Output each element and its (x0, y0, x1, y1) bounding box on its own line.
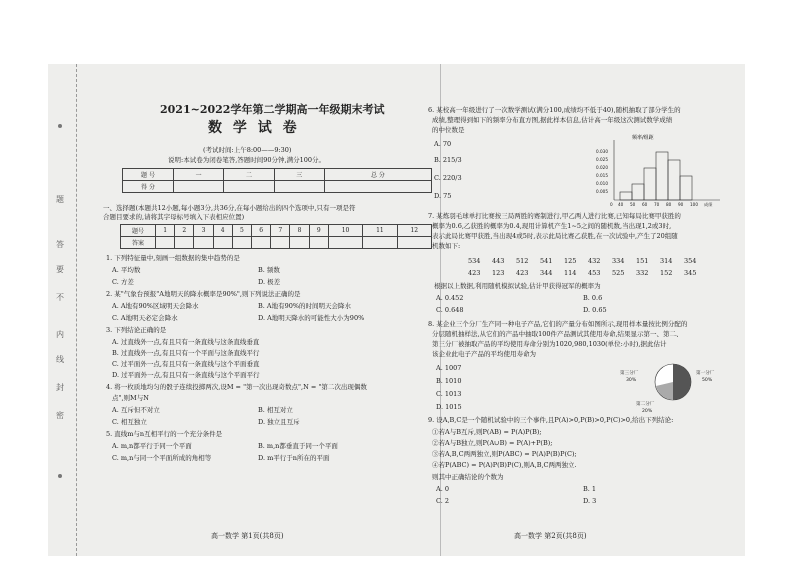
q5-option: C. m,n与同一个平面所成的角相等 (112, 454, 212, 462)
answer-cell (328, 237, 362, 249)
q7-option: D. 0.65 (583, 306, 607, 314)
q3-option: C. 过平面外一点,有且只有一条直线与这个平面垂直 (112, 360, 260, 368)
q9-stem: 9. 设A,B,C是一个随机试验中的三个事件,且P(A)>0,P(B)>0,P(C)>0,给出下列结论: (428, 416, 674, 424)
subject-title: 数 学 试 卷 (208, 120, 300, 136)
answer-cell (156, 237, 175, 249)
q1-option: A. 平均数 (112, 266, 141, 274)
random-number: 354 (684, 257, 697, 265)
hist-bar (644, 168, 656, 200)
score-header: 题 号 (123, 169, 174, 181)
hist-xtick: 50 (630, 202, 636, 207)
random-number: 123 (492, 269, 505, 277)
exam-title: 2021~2022学年第二学期高一年级期末考试 (160, 103, 385, 116)
exam-time: (考试时间:上午8:00——9:30) (203, 146, 292, 154)
hist-ytick: 0.025 (596, 157, 608, 162)
q8-stem: 第三分厂被抽取产品的平均使用寿命分别为1020,980,1030(单位:小时),据此估计 (432, 340, 667, 348)
q6-stem: 的中位数是 (432, 126, 465, 134)
q8-option: B. 1010 (436, 377, 462, 385)
q2-option: C. A地明天必定会降水 (112, 314, 178, 322)
hist-ytick: 0.030 (596, 149, 608, 154)
answer-num: 10 (328, 225, 362, 237)
score-table (122, 168, 432, 193)
q7-option: A. 0.452 (436, 294, 464, 302)
answer-cell (271, 237, 290, 249)
q6-option: A. 70 (434, 140, 452, 148)
hist-bar (680, 176, 692, 200)
q9-option: B. 1 (583, 485, 597, 493)
random-number: 512 (516, 257, 529, 265)
q1-option: B. 频数 (258, 266, 280, 274)
q5-option: D. m平行于n所在的平面 (258, 454, 330, 462)
hist-origin: 0 (610, 202, 613, 207)
answer-num: 7 (271, 225, 290, 237)
hist-ytick: 0.020 (596, 165, 608, 170)
page-footer: 高一数学 第2页(共8页) (514, 532, 587, 540)
q7-stem: 表示此局比赛甲获胜,当出现4或5时,表示此局比赛乙获胜,在一次试验中,产生了20组随 (432, 232, 678, 240)
pie-label: 第三分厂 (620, 371, 639, 376)
hist-xtick: 100 (690, 202, 698, 207)
score-header: 一 (174, 169, 224, 181)
margin-char: 答 (56, 240, 64, 249)
section1-instr: 一、选择题(本题共12小题,每小题3分,共36分,在每小题给出的四个选项中,只有一项是符 (103, 204, 356, 212)
pie-label: 第一分厂 (696, 371, 715, 376)
answer-num: 8 (290, 225, 309, 237)
pie-label: 第二分厂 (636, 402, 655, 407)
exam-photo (48, 64, 745, 556)
answer-cell (194, 237, 213, 249)
q4-option: C. 相互独立 (112, 418, 147, 426)
q6-stem: 成绩,整理得到如下的频率分布直方图,据此样本信息,估计高一年级这次测试数学成绩 (432, 116, 673, 124)
q9-question: 则其中正确结论的个数为 (432, 473, 504, 481)
hist-bar (620, 192, 632, 200)
q5-option: B. m,n都垂直于同一个平面 (258, 442, 338, 450)
answer-header: 题号 (121, 225, 156, 237)
q7-question: 根据以上数据,利用随机模拟试验,估计甲获得冠军的概率为 (434, 282, 601, 290)
exam-note: 说明:本试卷为闭卷笔答,答题时间90分钟,满分100分。 (168, 156, 325, 164)
q4-option: A. 互斥但不对立 (112, 406, 160, 414)
q7-stem: 机数如下: (432, 242, 461, 250)
pie-pct: 50% (702, 378, 713, 383)
random-number: 152 (660, 269, 673, 277)
margin-char: 题 (56, 195, 64, 204)
q3-option: D. 过平面外一点,有且只有一条直线与这个平面平行 (112, 371, 260, 379)
answer-num: 2 (175, 225, 194, 237)
hist-xtick: 90 (678, 202, 684, 207)
binding-margin (48, 64, 77, 556)
q1-stem: 1. 下列特征量中,刻画一组数据的集中趋势的是 (106, 254, 240, 262)
q8-option: A. 1007 (436, 364, 462, 372)
margin-char: 线 (56, 355, 64, 364)
margin-char: 不 (56, 293, 64, 302)
answer-header: 答案 (121, 237, 156, 249)
q8-stem: 分层随机抽样法,从它们的产品中抽取100件产品测试其使用寿命,结果显示第一、第二、 (432, 330, 683, 338)
answer-num: 11 (363, 225, 397, 237)
random-number: 345 (684, 269, 697, 277)
score-cell (174, 181, 224, 193)
hist-bar (668, 160, 680, 200)
answer-num: 12 (397, 225, 431, 237)
random-number: 423 (516, 269, 529, 277)
q4-option: B. 相互对立 (258, 406, 293, 414)
margin-char: 封 (56, 383, 64, 392)
q1-option: C. 方差 (112, 278, 134, 286)
frequency-histogram (588, 132, 728, 208)
margin-char: 要 (56, 265, 64, 274)
random-number: 453 (588, 269, 601, 277)
hist-ytick: 0.005 (596, 189, 608, 194)
random-number: 314 (660, 257, 673, 265)
hist-xtick: 70 (654, 202, 660, 207)
q2-option: A. A地有90%区域明天会降水 (112, 302, 199, 310)
hist-bar (656, 152, 668, 200)
q6-option: B. 215/3 (434, 156, 462, 164)
score-row-label: 得 分 (123, 181, 174, 193)
answer-num: 3 (194, 225, 213, 237)
random-number: 125 (564, 257, 577, 265)
q4-option: D. 独立且互斥 (258, 418, 300, 426)
hist-xtick: 40 (618, 202, 624, 207)
hist-ytick: 0.015 (596, 173, 608, 178)
q9-item: ③若A,B,C两两独立,则P(ABC) = P(A)P(B)P(C); (432, 450, 577, 458)
q7-option: B. 0.6 (583, 294, 603, 302)
q4-stem: 4. 将一枚质地均匀的骰子连续投掷两次,设M = "第一次出现奇数点",N = "第二次出现偶数 (106, 383, 367, 391)
pie-pct: 30% (626, 378, 637, 383)
q4-stem: 点",则M与N (112, 394, 149, 402)
page-footer: 高一数学 第1页(共8页) (211, 532, 284, 540)
answer-num: 9 (309, 225, 328, 237)
answer-cell (232, 237, 251, 249)
q2-stem: 2. 某"气象台预报"A地明天的降水概率是90%",则下列说法正确的是 (106, 290, 301, 298)
answer-cell (363, 237, 397, 249)
q5-option: A. m,n都平行于同一个平面 (112, 442, 192, 450)
random-number: 344 (540, 269, 553, 277)
q2-option: D. A地明天降水的可能性大小为90% (258, 314, 365, 322)
answer-num: 4 (213, 225, 232, 237)
q3-stem: 3. 下列结论正确的是 (106, 326, 167, 334)
random-number: 334 (612, 257, 625, 265)
pie-pct: 20% (642, 409, 653, 414)
random-number: 114 (564, 269, 577, 277)
score-cell (324, 181, 431, 193)
q7-option: C. 0.648 (436, 306, 464, 314)
random-number: 332 (636, 269, 649, 277)
answer-cell (290, 237, 309, 249)
answer-cell (175, 237, 194, 249)
punch-hole (58, 474, 62, 478)
q9-item: ④若P(ABC) = P(A)P(B)P(C),则A,B,C两两独立. (432, 461, 577, 469)
hist-bar (632, 184, 644, 200)
q6-option: D. 75 (434, 192, 452, 200)
score-header: 总 分 (324, 169, 431, 181)
hist-xtick: 60 (642, 202, 648, 207)
answer-num: 6 (252, 225, 271, 237)
score-cell (224, 181, 274, 193)
q9-item: ②若A与B独立,则P(A∪B) = P(A)+P(B); (432, 439, 553, 447)
q3-option: A. 过直线外一点,有且只有一条直线与这条直线垂直 (112, 338, 260, 346)
hist-ytick: 0.010 (596, 181, 608, 186)
factory-pie-chart (618, 352, 728, 414)
pie-slice-first (673, 364, 691, 400)
answer-cell (213, 237, 232, 249)
q8-stem: 该企业此电子产品的平均使用寿命为 (432, 350, 536, 358)
q8-option: D. 1015 (436, 403, 462, 411)
answer-cell (397, 237, 431, 249)
answer-cell (309, 237, 328, 249)
q9-option: C. 2 (436, 497, 450, 505)
q6-option: C. 220/3 (434, 174, 462, 182)
random-number: 443 (492, 257, 505, 265)
q5-stem: 5. 直线m与n互相平行的一个充分条件是 (106, 430, 223, 438)
score-header: 三 (274, 169, 324, 181)
random-number: 423 (468, 269, 481, 277)
random-number: 525 (612, 269, 625, 277)
punch-hole (58, 124, 62, 128)
random-number: 541 (540, 257, 553, 265)
hist-xlabel: 成绩 (704, 202, 713, 207)
q8-stem: 8. 某企业三个分厂生产同一种电子产品,它们的产量分布如图所示,现用样本量按比例分配的 (428, 320, 688, 328)
q8-option: C. 1013 (436, 390, 462, 398)
q6-stem: 6. 某校高一年级进行了一次数学测试(满分100,成绩均不低于40),随机抽取了部分学生的 (428, 106, 681, 114)
answer-num: 1 (156, 225, 175, 237)
section1-instr: 合题目要求的,请将其字母标号填入下表相应位置) (103, 213, 245, 221)
score-header: 二 (224, 169, 274, 181)
answer-table (120, 224, 432, 249)
q2-option: B. A地有90%的时间明天会降水 (258, 302, 352, 310)
random-number: 432 (588, 257, 601, 265)
q9-item: ①若A与B互斥,则P(AB) = P(A)P(B); (432, 428, 542, 436)
random-number: 151 (636, 257, 649, 265)
q9-option: A. 0 (436, 485, 449, 493)
answer-cell (252, 237, 271, 249)
q1-option: D. 极差 (258, 278, 281, 286)
q9-option: D. 3 (583, 497, 597, 505)
q7-stem: 7. 某炼羽毛球单打比赛按三局两胜的赛制进行,甲乙两人进行比赛,已知每局比赛甲获胜的 (428, 212, 681, 220)
answer-num: 5 (232, 225, 251, 237)
q3-option: B. 过直线外一点,有且只有一个平面与这条直线平行 (112, 349, 260, 357)
margin-char: 内 (56, 330, 64, 339)
margin-char: 密 (56, 411, 64, 420)
random-number: 534 (468, 257, 481, 265)
hist-ylabel: 频率/组距 (632, 135, 654, 141)
q7-stem: 概率为0.6,乙获胜的概率为0.4,现用计算机产生1~5之间的随机数,当出现1,2或3时, (432, 222, 672, 230)
hist-xtick: 80 (666, 202, 672, 207)
score-cell (274, 181, 324, 193)
